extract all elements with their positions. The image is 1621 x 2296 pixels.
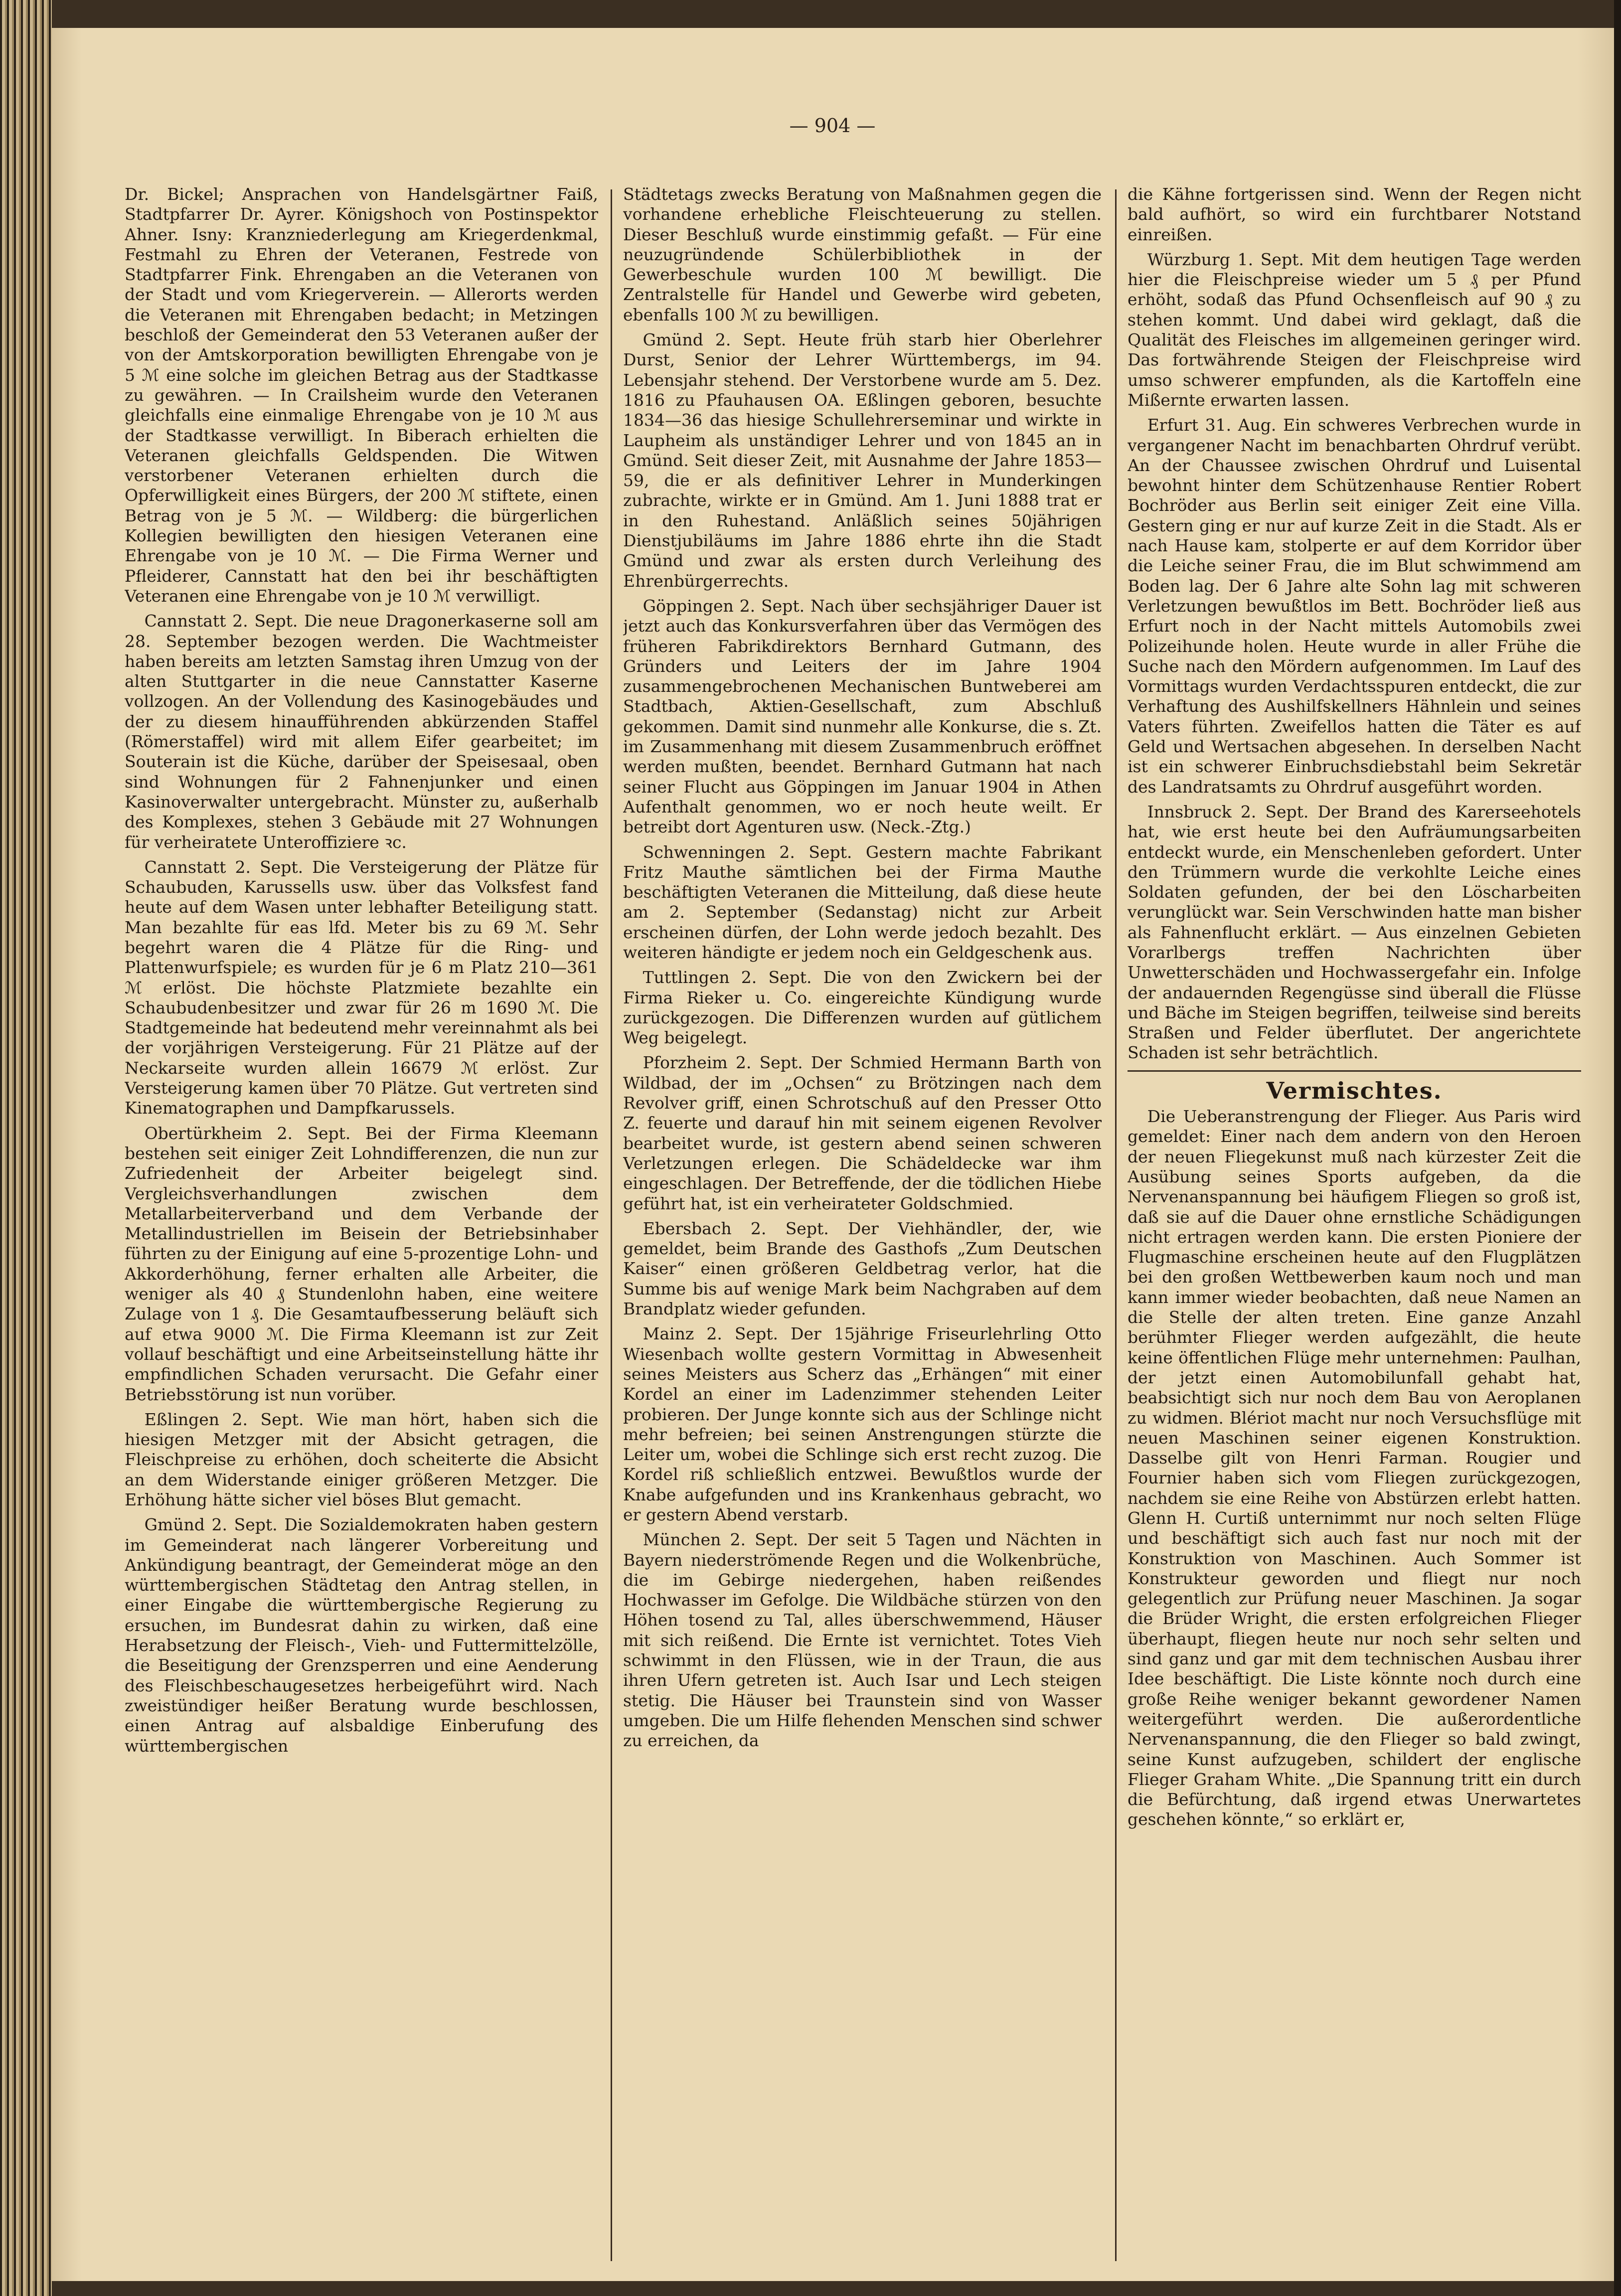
column-rule-2	[1115, 189, 1117, 2261]
article-paragraph: die Kähne fortgerissen sind. Wenn der Regen nicht bald aufhört, so wird ein furchtbarer Notstand einreißen.	[1128, 184, 1581, 244]
article-muenchen: München 2. Sept. Der seit 5 Tagen und Nächten in Bayern niederströmende Regen und die Wolkenbrüche, die im Gebirge niedergehen, haben reißendes Hochwasser im Gefolge. Die Wildbäche stürzen von den Höhen tosend zu Tal, alles überschwemmend, Häuser mit sich reißend. Die Ernte ist vernichtet. Totes Vieh schwimmt in den Flüssen, wie in der Traun, die aus ihren Ufern getreten ist. Auch Isar und Lech steigen stetig. Die Häuser bei Traunstein sind von Wasser umgeben. Die um Hilfe flehenden Menschen sind schwer zu erreichen, da	[623, 1530, 1102, 1751]
column-1	[125, 184, 598, 2261]
column-rule-1	[611, 189, 612, 2261]
book-edge-left	[0, 0, 52, 2296]
article-wuerzburg: Würzburg 1. Sept. Mit dem heutigen Tage werden hier die Fleischpreise wieder um 5 ₰ per Pfund erhöht, sodaß das Pfund Ochsenfleisch auf 90 ₰ zu stehen kommt. Und dabei wird geklagt, daß die Qualität des Fleisches im allgemeinen geringer wird. Das fortwährende Steigen der Fleischpreise wird umso schwerer empfunden, als die Kartoffeln eine Mißernte erwarten lassen.	[1128, 249, 1581, 410]
article-cannstatt-kaserne: Cannstatt 2. Sept. Die neue Dragonerkaserne soll am 28. September bezogen werden. Die Wachtmeister haben bereits am letzten Samstag ihren Umzug von der alten Stuttgarter in die neue Cannstatter Kaserne vollzogen. An der Vollendung des Kasinogebäudes und der zu diesem hinaufführenden abkürzenden Staffel (Römerstaffel) wird mit allem Eifer gearbeitet; im Souterain ist die Küche, darüber der Speisesaal, oben sind Wohnungen für 2 Fahnenjunker und einen Kasinoverwalter untergebracht. Münster zu, außerhalb des Komplexes, stehen 3 Gebäude mit 27 Wohnungen für verheiratete Unteroffiziere ꝛc.	[125, 611, 598, 852]
article-goeppingen: Göppingen 2. Sept. Nach über sechsjähriger Dauer ist jetzt auch das Konkursverfahren über das Vermögen des früheren Fabrikdirektors Bernhard Gutmann, des Gründers und Leiters der im Jahre 1904 zusammengebrochenen Mechanischen Buntweberei am Stadtbach, Aktien-Gesellschaft, zum Abschluß gekommen. Damit sind nunmehr alle Konkurse, die s. Zt. im Zusammenhang mit diesem Zusammenbruch eröffnet werden mußten, beendet. Bernhard Gutmann hat nach seiner Flucht aus Göppingen im Januar 1904 in Athen Aufenthalt genommen, wo er noch heute weilt. Er betreibt dort Agenturen usw. (Neck.-Ztg.)	[623, 596, 1102, 837]
article-mainz: Mainz 2. Sept. Der 15jährige Friseurlehrling Otto Wiesenbach wollte gestern Vormittag in Abwesenheit seines Meisters aus Scherz das „Erhängen“ mit einer Kordel an einer im Ladenzimmer stehenden Leiter probieren. Der Junge konnte sich aus der Schlinge nicht mehr befreien; bei seinen Anstrengungen stürzte die Leiter um, wobei die Schlinge sich erst recht zuzog. Die Kordel riß schließlich entzwei. Bewußtlos wurde der Knabe aufgefunden und ins Krankenhaus gebracht, wo er gestern Abend verstarb.	[623, 1324, 1102, 1524]
article-esslingen: Eßlingen 2. Sept. Wie man hört, haben sich die hiesigen Metzger mit der Absicht getragen, die Fleischpreise zu erhöhen, doch scheiterte die Absicht an dem Widerstande einiger größeren Metzger. Die Erhöhung hätte sicher viel böses Blut gemacht.	[125, 1409, 598, 1509]
article-gmuend-durst: Gmünd 2. Sept. Heute früh starb hier Oberlehrer Durst, Senior der Lehrer Württembergs, im 94. Lebensjahr stehend. Der Verstorbene wurde am 5. Dez. 1816 zu Pfauhausen OA. Eßlingen geboren, besuchte 1834—36 das hiesige Schullehrerseminar und wirkte in Laupheim als unständiger Lehrer und von 1845 an in Gmünd. Seit dieser Zeit, mit Ausnahme der Jahre 1853—59, die er als definitiver Lehrer in Munderkingen zubrachte, wirkte er in Gmünd. Am 1. Juni 1888 trat er in den Ruhestand. Anläßlich seines 50jährigen Dienstjubiläums im Jahre 1886 ehrte ihn die Stadt Gmünd und zwar als ersten durch Verleihung des Ehrenbürgerrechts.	[623, 330, 1102, 591]
article-obertuerkheim: Obertürkheim 2. Sept. Bei der Firma Kleemann bestehen seit einiger Zeit Lohndifferenzen, die nun zur Zufriedenheit der Arbeiter beigelegt sind. Vergleichsverhandlungen zwischen dem Metallarbeiterverband und dem Verbande der Metallindustriellen im Beisein der Betriebsinhaber führten zu der Einigung auf eine 5-prozentige Lohn- und Akkorderhöhung, ferner erhalten alle Arbeiter, die weniger als 40 ₰ Stundenlohn haben, eine weitere Zulage von 1 ₰. Die Gesamtaufbesserung beläuft sich auf etwa 9000 ℳ. Die Firma Kleemann ist zur Zeit vollauf beschäftigt und eine Arbeitseinstellung hätte ihr empfindlichen Schaden verursacht. Die Gefahr einer Betriebsstörung ist nun vorüber.	[125, 1123, 598, 1404]
book-edge-right	[1614, 0, 1621, 2296]
article-paragraph: Dr. Bickel; Ansprachen von Handelsgärtner Faiß, Stadtpfarrer Dr. Ayrer. Königshoch von Postinspektor Ahner. Isny: Kranzniederlegung am Kriegerdenkmal, Festmahl zu Ehren der Veteranen, Festrede von Stadtpfarrer Fink. Ehrengaben an die Veteranen von der Stadt und vom Kriegerverein. — Allerorts werden die Veteranen mit Ehrengaben bedacht; in Metzingen beschloß der Gemeinderat den 53 Veteranen außer der von der Amtskorporation bewilligten Ehrengabe von je 5 ℳ eine solche im gleichen Betrag aus der Stadtkasse zu gewähren. — In Crailsheim wurde den Veteranen gleichfalls eine einmalige Ehrengabe von je 10 ℳ aus der Stadtkasse verwilligt. In Biberach erhielten die Veteranen gleichfalls Geldspenden. Die Witwen verstorbener Veteranen erhielten durch die Opferwilligkeit eines Bürgers, der 200 ℳ stiftete, einen Betrag von je 5 ℳ. — Wildberg: die bürgerlichen Kollegien bewilligten den hiesigen Veteranen eine Ehrengabe von je 10 ℳ. — Die Firma Werner und Pfleiderer, Cannstatt hat den bei ihr beschäftigten Veteranen eine Ehrengabe von je 10 ℳ verwilligt.	[125, 184, 598, 606]
article-paragraph: Städtetags zwecks Beratung von Maßnahmen gegen die vorhandene erhebliche Fleischteuerung zu stellen. Dieser Beschluß wurde einstimmig gefaßt. — Für eine neuzugründende Schülerbibliothek in der Gewerbeschule wurden 100 ℳ bewilligt. Die Zentralstelle für Handel und Gewerbe wird gebeten, ebenfalls 100 ℳ zu bewilligen.	[623, 184, 1102, 325]
article-cannstatt-versteigerung: Cannstatt 2. Sept. Die Versteigerung der Plätze für Schaubuden, Karussells usw. über das Volksfest fand heute auf dem Wasen unter lebhafter Beteiligung statt. Man bezahlte für eas lfd. Meter bis zu 69 ℳ. Sehr begehrt waren die 4 Plätze für die Ring- und Plattenwurfspiele; es wurden für je 6 m Platz 210—361 ℳ erlöst. Die höchste Platzmiete bezahlte ein Schaubudenbesitzer und zwar für 26 m 1690 ℳ. Die Stadtgemeinde hat bedeutend mehr vereinnahmt als bei der vorjährigen Versteigerung. Für 21 Plätze auf der Neckarseite wurden allein 16679 ℳ erlöst. Zur Versteigerung kamen über 70 Plätze. Gut vertreten sind Kinematographen und Dampfkarussels.	[125, 857, 598, 1118]
article-flieger: Die Ueberanstrengung der Flieger. Aus Paris wird gemeldet: Einer nach dem andern von den Heroen der neuen Fliegekunst muß nach kürzester Zeit die Ausübung seines Sports aufgeben, da die Nervenanspannung bei häufigem Fliegen so groß ist, daß sie auf die Dauer ohne ernstliche Schädigungen nicht ertragen werden kann. Die ersten Pioniere der Flugmaschine erscheinen heute auf den Flugplätzen bei den großen Wettbewerben kaum noch und man kann immer wieder beobachten, daß neue Namen an die Stelle der alten treten. Eine ganze Anzahl berühmter Flieger werden aufgezählt, die heute keine öffentlichen Flüge mehr unternehmen: Paulhan, der jetzt einen Automobilunfall gehabt hat, beabsichtigt sich nur noch dem Bau von Aeroplanen zu widmen. Blériot macht nur noch Versuchsflüge mit neuen Maschinen seiner eigenen Konstruktion. Dasselbe gilt von Henri Farman. Rougier und Fournier haben sich vom Fliegen zurückgezogen, nachdem sie eine Reihe von Abstürzen erlebt hatten. Glenn H. Curtiß unternimmt nur noch selten Flüge und beschäftigt sich auch fast nur noch mit der Konstruktion von Maschinen. Auch Sommer ist Konstrukteur geworden und fliegt nur noch gelegentlich zur Prüfung neuer Maschinen. Ja sogar die Brüder Wright, die ersten erfolgreichen Flieger überhaupt, fliegen heute nur noch sehr selten und sind ganz und gar mit dem technischen Ausbau ihrer Idee beschäftigt. Die Liste könnte noch durch eine große Reihe weniger bekannt gewordener Namen weitergeführt werden. Die außerordentliche Nervenanspannung, die den Flieger so bald zwingt, seine Kunst aufzugeben, schildert der englische Flieger Graham White. „Die Spannung tritt ein durch die Befürchtung, daß irgend etwas Unerwartetes geschehen könnte,“ so erklärt er,	[1128, 1107, 1581, 1829]
page-number: — 904 —	[789, 115, 876, 137]
article-innsbruck: Innsbruck 2. Sept. Der Brand des Karerseehotels hat, wie erst heute bei den Aufräumungsarbeiten entdeckt wurde, ein Menschenleben gefordert. Unter den Trümmern wurde die verkohlte Leiche eines Soldaten gefunden, der bei den Löscharbeiten verunglückt war. Sein Verschwinden hatte man bisher als Fahnenflucht erklärt. — Aus einzelnen Gebieten Vorarlbergs treffen Nachrichten über Unwetterschäden und Hochwassergefahr ein. Infolge der andauernden Regengüsse sind überall die Flüsse und Bäche im Steigen begriffen, teilweise sind bereits Straßen und Felder überflutet. Der angerichtete Schaden ist sehr beträchtlich.	[1128, 802, 1581, 1063]
section-divider	[1128, 1070, 1581, 1072]
column-3	[1128, 184, 1581, 2261]
article-gmuend-sozialdemokraten: Gmünd 2. Sept. Die Sozialdemokraten haben gestern im Gemeinderat nach längerer Vorbereitung und Ankündigung beantragt, der Gemeinderat möge an den württembergischen Städtetag den Antrag stellen, in einer Eingabe die württembergische Regierung zu ersuchen, im Bundesrat dahin zu wirken, daß eine Herabsetzung der Fleisch-, Vieh- und Futtermittelzölle, die Beseitigung der Grenzsperren und eine Aenderung des Fleischbeschaugesetzes herbeigeführt wird. Nach zweistündiger heißer Beratung wurde beschlossen, einen Antrag auf alsbaldige Einberufung des württembergischen	[125, 1515, 598, 1756]
article-tuttlingen: Tuttlingen 2. Sept. Die von den Zwickern bei der Firma Rieker u. Co. eingereichte Kündigung wurde zurückgezogen. Die Differenzen wurden auf gütlichem Weg beigelegt.	[623, 968, 1102, 1048]
column-2	[623, 184, 1102, 2261]
section-heading-vermischtes: Vermischtes.	[1266, 1077, 1443, 1104]
article-pforzheim: Pforzheim 2. Sept. Der Schmied Hermann Barth von Wildbad, der im „Ochsen“ zu Brötzingen nach dem Revolver griff, einen Schrotschuß auf den Presser Otto Z. feuerte und darauf hin mit seinem eigenen Revolver bearbeitet wurde, ist gestern abend seinen schweren Verletzungen erlegen. Die Schädeldecke war ihm eingeschlagen. Der Betreffende, der die tödlichen Hiebe geführt hat, ist ein verheirateter Goldschmied.	[623, 1053, 1102, 1213]
article-ebersbach: Ebersbach 2. Sept. Der Viehhändler, der, wie gemeldet, beim Brande des Gasthofs „Zum Deutschen Kaiser“ einen größeren Geldbetrag verlor, hat die Summe bis auf wenige Mark beim Nachgraben auf dem Brandplatz wieder gefunden.	[623, 1218, 1102, 1319]
article-schwenningen: Schwenningen 2. Sept. Gestern machte Fabrikant Fritz Mauthe sämtlichen bei der Firma Mauthe beschäftigten Veteranen die Mitteilung, daß diese heute am 2. September (Sedanstag) nicht zur Arbeit erscheinen dürfen, der Lohn werde jedoch bezahlt. Des weiteren händigte er jedem noch ein Geldgeschenk aus.	[623, 842, 1102, 962]
article-erfurt: Erfurt 31. Aug. Ein schweres Verbrechen wurde in vergangener Nacht im benachbarten Ohrdruf verübt. An der Chaussee zwischen Ohrdruf und Luisental bewohnt hinter dem Schützenhause Rentier Robert Bochröder aus Berlin seit einiger Zeit eine Villa. Gestern ging er nur auf kurze Zeit in die Stadt. Als er nach Hause kam, stolperte er auf dem Korridor über die Leiche seiner Frau, die im Blut schwimmend am Boden lag. Der 6 Jahre alte Sohn lag mit schweren Verletzungen bewußtlos im Bett. Bochröder ließ aus Erfurt noch in der Nacht mittels Automobils zwei Polizeihunde holen. Heute wurde in aller Frühe die Suche nach den Mördern aufgenommen. Im Lauf des Vormittags wurden Verdachtsspuren entdeckt, die zur Verhaftung des Aushilfskellners Hähnlein und seines Vaters führten. Zweifellos hatten die Täter es auf Geld und Wertsachen abgesehen. In derselben Nacht ist ein schwerer Einbruchsdiebstahl beim Sekretär des Landratsamts zu Ohrdruf ausgeführt worden.	[1128, 415, 1581, 797]
